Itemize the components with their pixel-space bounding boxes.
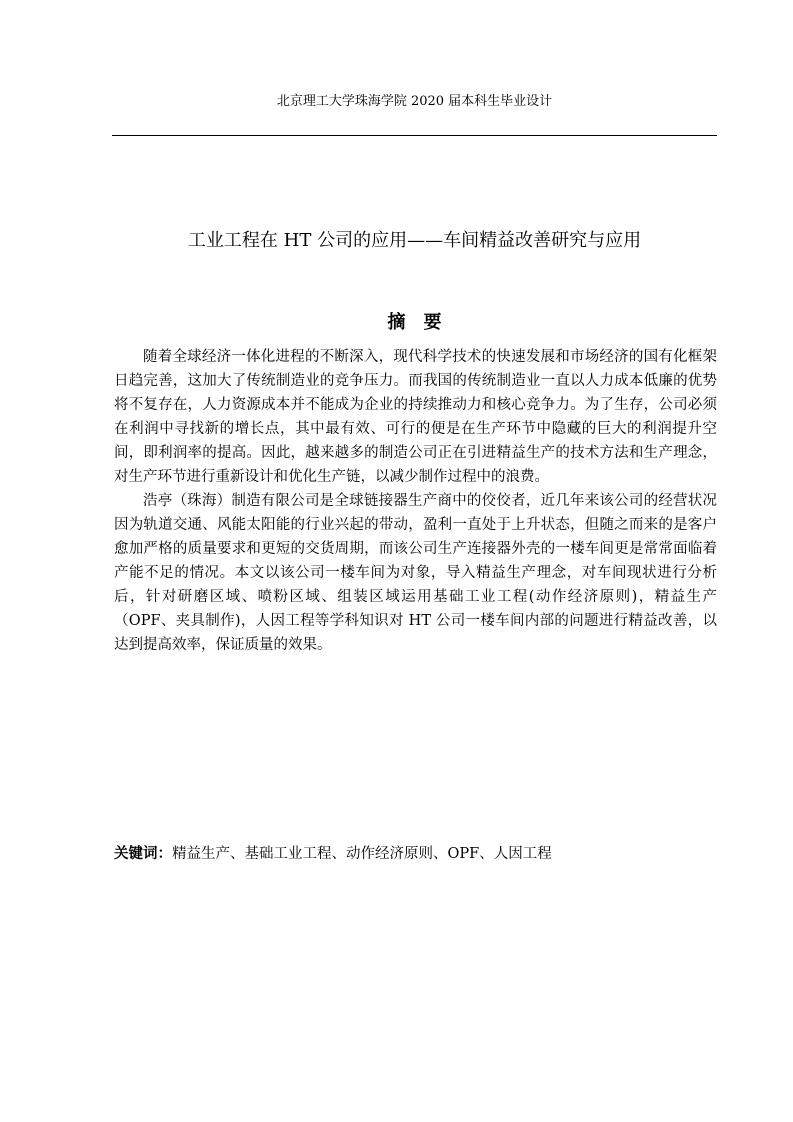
- abstract-paragraph-2: 浩亭（珠海）制造有限公司是全球链接器生产商中的佼佼者，近几年来该公司的经营状况因为轨道交通、风能太阳能的行业兴起的带动，盈利一直处于上升状态，但随之而来的是客户愈加严格的质量要求和更短的交货周期，而该公司生产连接器外壳的一楼车间更是常常面临着产能不足的情况。本文以该公司一楼车间为对象，导入精益生产理念，对车间现状进行分析后，针对研磨区域、喷粉区域、组装区域运用基础工业工程(动作经济原则)，精益生产（OPF、夹具制作)，人因工程等学科知识对 HT 公司一楼车间内部的问题进行精益改善，以达到提高效率，保证质量的效果。: [114, 493, 717, 653]
- abstract-paragraph-1: 随着全球经济一体化进程的不断深入，现代科学技术的快速发展和市场经济的国有化框架日趋完善，这加大了传统制造业的竞争压力。而我国的传统制造业一直以人力成本低廉的优势将不复存在，人力资源成本并不能成为企业的持续推动力和核心竞争力。为了生存，公司必须在利润中寻找新的增长点，其中最有效、可行的便是在生产环节中隐藏的巨大的利润提升空间，即利润率的提高。因此，越来越多的制造公司正在引进精益生产的技术方法和生产理念，对生产环节进行重新设计和优化生产链，以减少制作过程中的浪费。: [114, 349, 717, 485]
- abstract-body: [114, 345, 717, 657]
- keywords-line: [114, 842, 717, 866]
- paper-title: 工业工程在 HT 公司的应用——车间精益改善研究与应用: [187, 230, 642, 251]
- keywords-text: 精益生产、基础工业工程、动作经济原则、OPF、人因工程: [172, 846, 552, 862]
- abstract-heading: 摘 要: [387, 312, 442, 333]
- running-header: 北京理工大学珠海学院 2020 届本科生毕业设计: [276, 94, 553, 109]
- keywords-label: 关键词：: [114, 845, 172, 862]
- header-rule: [112, 135, 717, 136]
